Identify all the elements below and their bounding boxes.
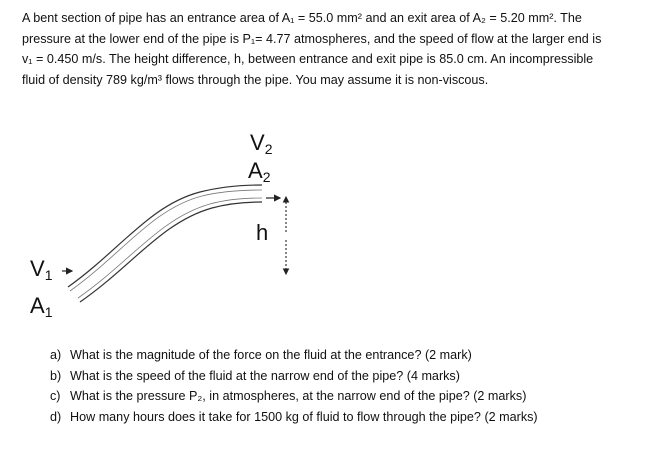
question-list <box>50 345 538 427</box>
a2-label: $A_2$ <box>248 158 271 185</box>
pipe-lower-wall <box>80 202 262 302</box>
question-letter: d) <box>50 409 62 424</box>
question-text: How many hours does it take for 1500 kg of fluid to flow through the pipe? (2 marks) <box>70 409 538 424</box>
height-label: h <box>256 220 269 245</box>
question-item <box>50 366 538 387</box>
problem-line: v₁ = 0.450 m/s. The height difference, h, between entrance and exit pipe is 85.0 cm. An incompressible <box>22 52 594 66</box>
question-text: What is the pressure P₂, in atmospheres, at the narrow end of the pipe? (2 marks) <box>70 389 527 403</box>
a1-label: $A_1$ <box>30 293 53 320</box>
question-item <box>50 386 538 407</box>
question-letter: b) <box>50 368 62 383</box>
question-item <box>50 407 538 428</box>
question-item <box>50 345 538 366</box>
problem-line: pressure at the lower end of the pipe is P₁= 4.77 atmospheres, and the speed of flow at the larger end is <box>22 31 602 46</box>
question-letter: a) <box>50 348 62 362</box>
problem-line: fluid of density 789 kg/m³ flows through the pipe. You may assume it is non-viscous. <box>22 72 489 87</box>
problem-line: A bent section of pipe has an entrance area of A₁ = 55.0 mm² and an exit area of A₂ = 5.20 mm². The <box>22 11 582 25</box>
v1-label: $V_1$ <box>30 256 53 283</box>
question-text: What is the speed of the fluid at the narrow end of the pipe? (4 marks) <box>70 368 460 383</box>
question-letter: c) <box>50 389 61 403</box>
pipe-upper-wall <box>68 185 262 287</box>
pipe-upper-inner <box>70 190 262 291</box>
question-text: What is the magnitude of the force on the fluid at the entrance? (2 mark) <box>70 348 472 362</box>
v2-label: $V_2$ <box>250 130 273 157</box>
